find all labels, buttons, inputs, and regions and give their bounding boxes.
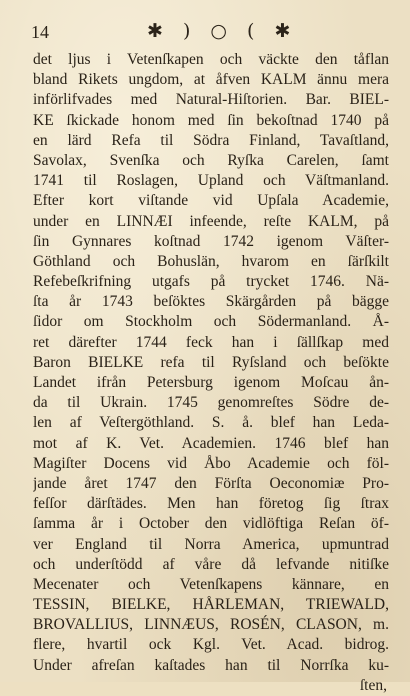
text-line: da til Ukrain. 1745 genomreſtes Södre de- (33, 394, 389, 412)
text-line: 1741 til Roslagen, Upland och Väſtmanland. (33, 172, 389, 190)
page-number: 14 (31, 22, 49, 42)
text-line: ret därefter 1744 feck han i ſällſkap med (33, 333, 389, 351)
text-line: under en LINNÆI infeende, reſte KALM, på (33, 212, 389, 230)
text-line: Refebeſkrifning utgafs på trycket 1746. Nä- (33, 273, 389, 291)
page-header (27, 20, 383, 44)
text-line: ſamma år i October den vidlöftiga Reſan öf- (33, 515, 389, 533)
text-line: flere, hvartil ock Kgl. Vet. Acad. bidrog. (33, 636, 389, 654)
text-line: len af Veſtergöthland. S. å. blef han Leda- (33, 414, 389, 432)
text-line: Efter kort viſtande vid Upſala Academie, (33, 192, 389, 210)
text-line: Baron BIELKE refa til Ryſsland och beſökte (33, 353, 389, 371)
text-line: Under afreſan kaſtades han til Norrſka ku- (33, 656, 389, 674)
text-line: bland Rikets ungdom, at åfven KALM ännu mera (33, 71, 389, 89)
text-line: Göthland och Bohuslän, hvarom en ſärſkilt (33, 252, 389, 270)
text-line: och underſtödd af våre då lefvande nitiſke (33, 555, 389, 573)
text-line: ver England til Norra America, upmuntrad (33, 535, 389, 553)
text-line: ſin Gynnares koſtnad 1742 igenom Väſter- (33, 232, 389, 250)
text-line: Savolax, Svenſka och Ryſka Carelen, ſamt (33, 151, 389, 169)
body-text (33, 50, 389, 696)
text-line: mot af K. Vet. Academien. 1746 blef han (33, 434, 389, 452)
text-line: en lärd Refa til Södra Finland, Tavaſtland, (33, 131, 389, 149)
text-line: jande året 1747 den Förſta Oeconomiæ Pro- (33, 474, 389, 492)
text-line-catchword: ſten, (359, 676, 387, 694)
header-ornament: ✱ ) ○ ( ✱ (147, 20, 298, 42)
text-line: det ljus i Vetenſkapen och väckte den tåflan (33, 51, 389, 68)
text-line: TESSIN, BIELKE, HÅRLEMAN, TRIEWALD, (33, 596, 389, 614)
text-line: Landet ifrån Petersburg igenom Moſcau ån- (33, 374, 389, 391)
text-line: Magiſter Docens vid Åbo Academie och föl- (33, 454, 389, 472)
text-line: Mecenater och Vetenſkapens kännare, en (33, 575, 389, 593)
text-line: BROVALLIUS, LINNÆUS, ROSÉN, CLASON, m. (33, 616, 389, 634)
text-line: ſta år 1743 beſöktes Skärgården på bägge (33, 293, 389, 311)
text-line: ſidor om Stockholm och Södermanland. Å- (33, 313, 389, 331)
text-line: införlifvades med Natural-Hiſtorien. Bar. BIEL- (33, 91, 389, 109)
text-line: feſſor därſtädes. Men han företog ſig ſtrax (33, 495, 389, 513)
text-line: KE ſkickade honom med ſin bekoſtnad 1740 på (33, 111, 389, 129)
